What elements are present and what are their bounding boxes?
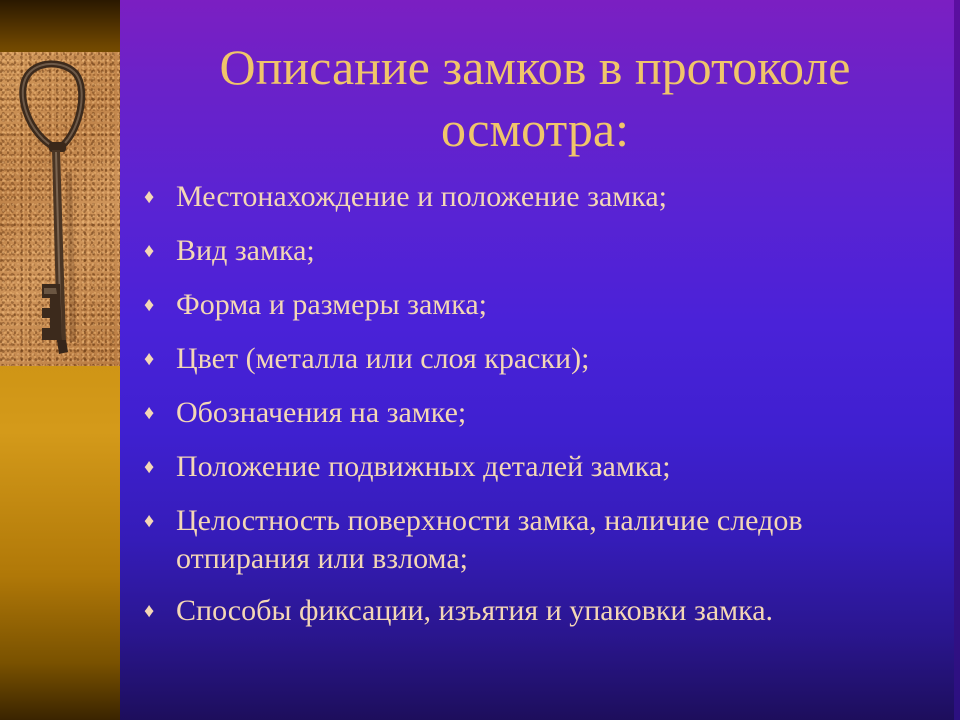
list-item [140, 340, 940, 378]
diamond-bullet-icon: ♦ [144, 186, 155, 208]
right-edge [954, 0, 960, 720]
list-item [140, 178, 940, 216]
bullet-text: Целостность поверхности замка, наличие следов отпирания или взлома; [176, 504, 803, 575]
bullet-text: Местонахождение и положение замка; [176, 180, 668, 213]
list-item [140, 448, 940, 486]
bullet-text: Положение подвижных деталей замка; [176, 450, 671, 483]
diamond-bullet-icon: ♦ [144, 510, 155, 532]
list-item [140, 394, 940, 432]
diamond-bullet-icon: ♦ [144, 240, 155, 262]
diamond-bullet-icon: ♦ [144, 456, 155, 478]
bullet-text: Цвет (металла или слоя краски); [176, 342, 590, 375]
bullet-text: Обозначения на замке; [176, 396, 467, 429]
bullet-text: Форма и размеры замка; [176, 288, 488, 321]
list-item [140, 592, 940, 630]
old-key-icon [0, 52, 120, 366]
diamond-bullet-icon: ♦ [144, 402, 155, 424]
bullet-list [140, 178, 940, 646]
bullet-text: Способы фиксации, изъятия и упаковки замка. [176, 594, 774, 627]
diamond-bullet-icon: ♦ [144, 348, 155, 370]
diamond-bullet-icon: ♦ [144, 600, 155, 622]
diamond-bullet-icon: ♦ [144, 294, 155, 316]
bullet-text: Вид замка; [176, 234, 315, 267]
list-item [140, 232, 940, 270]
key-photo [0, 52, 120, 366]
list-item [140, 502, 940, 578]
slide-title: Описание замков в протоколе осмотра: [219, 39, 851, 157]
list-item [140, 286, 940, 324]
